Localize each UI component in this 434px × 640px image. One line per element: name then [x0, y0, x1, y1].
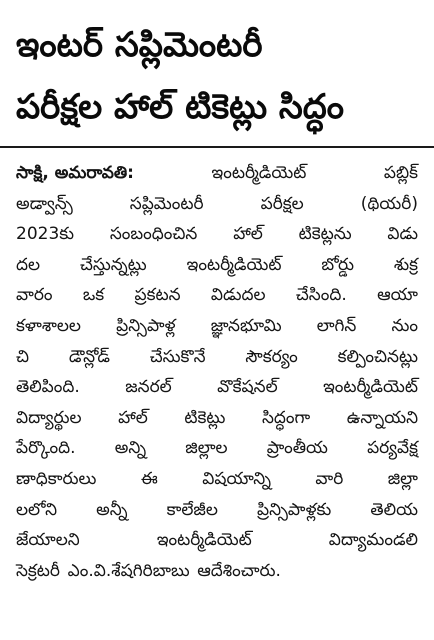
article-word: పర్యవేక్ష: [367, 438, 418, 459]
article-word: 2023కు: [16, 224, 75, 245]
article-word: బోర్డు: [321, 254, 354, 275]
article-word: ఇంటర్మీడియెట్: [186, 254, 282, 275]
article-word: (థియరీ): [360, 193, 418, 214]
article-line: [16, 311, 418, 342]
article-word: ప్రకటన: [134, 285, 181, 306]
article-word: ఆదేశించారు.: [197, 560, 281, 581]
article-word: హాల్: [118, 407, 148, 428]
article-word: జనరల్: [125, 377, 172, 398]
article-word: టికెట్లను: [298, 224, 352, 245]
article-word: కళాశాలల: [16, 315, 81, 336]
article-line: [16, 280, 418, 311]
article-line: [16, 433, 418, 464]
article-word: సంబంధించిన: [109, 224, 198, 245]
article-word: టికెట్లు: [184, 407, 226, 428]
article-word: కాలేజీల: [166, 499, 218, 520]
article-word: శుక్ర: [393, 254, 418, 275]
article-line: [16, 250, 418, 281]
article-word: ఇంటర్మీడియెట్: [156, 530, 252, 551]
article-word: ఈ: [140, 468, 158, 489]
article-word: తెలియ: [370, 499, 418, 520]
article-word: వారి: [315, 468, 344, 489]
article-word: ణాధికారులు: [16, 468, 97, 489]
article-word: ప్రిన్సిపాళ్ల: [116, 315, 176, 336]
article-line: [16, 158, 418, 189]
article-word: జిల్లాల: [185, 438, 228, 459]
article-word: పబ్లిక్: [383, 163, 418, 183]
article-word: లాగిన్: [316, 315, 357, 336]
article-word: ఎం.వి.శేషగిరిబాబు: [67, 560, 190, 581]
article-word: చేస్తున్నట్లు: [79, 254, 147, 275]
article-word: కల్పించినట్లు: [337, 346, 418, 367]
article-word: పేర్కొంది.: [16, 438, 76, 459]
article-word: సప్లిమెంటరీ: [129, 193, 204, 214]
dateline: సాక్షి, అమరావతి:: [16, 163, 134, 183]
article-word: వొకేషనల్: [217, 377, 278, 398]
article-line: [16, 189, 418, 220]
article-word: పరీక్షల: [260, 193, 304, 214]
article-word: చేసింది.: [295, 285, 347, 306]
article-word: చేసుకొనే: [149, 346, 206, 367]
article-word: జేయాలని: [16, 530, 80, 551]
article-word: చి: [16, 346, 30, 367]
article-word: డౌన్లోడ్: [68, 346, 110, 367]
article-word: లలోని: [16, 499, 58, 520]
article-line: [16, 556, 418, 587]
article-line: [16, 495, 418, 526]
article-word: ప్రాంతీయ: [266, 438, 328, 459]
article-word: విషయాన్ని: [202, 468, 271, 489]
headline: [16, 14, 418, 138]
article-body: [16, 158, 418, 586]
article-word: విద్యామండలి: [328, 530, 418, 551]
article-word: ప్రిన్సిపాళ్లకు: [257, 499, 332, 520]
article-word: జ్ఞానభూమి: [210, 315, 282, 336]
article-word: జిల్లా: [387, 468, 418, 489]
article-word: సెక్రటరీ: [16, 560, 61, 581]
article-word: సౌకర్యం: [245, 346, 298, 367]
article-word: ఆయా: [377, 285, 418, 306]
article-word: దల: [16, 254, 41, 275]
article-word: విద్యార్థుల: [16, 407, 82, 428]
article-word: వారం: [16, 285, 53, 306]
headline-divider: [0, 146, 434, 148]
article-line: [16, 525, 418, 556]
article-word: ఉన్నాయని: [346, 407, 418, 428]
article-word: ఇంటర్మీడియెట్: [323, 377, 418, 398]
article-word: తెలిపింది.: [16, 377, 80, 398]
article-word: సిద్ధంగా: [261, 407, 311, 428]
article-word: హాల్: [233, 224, 263, 245]
article-word: ఇంటర్మీడియెట్: [211, 163, 307, 183]
article-word: విడుదల: [210, 285, 266, 306]
article-word: అడ్వాన్స్: [16, 193, 73, 214]
article-line: [16, 403, 418, 434]
article-word: అన్ని: [114, 438, 147, 459]
article-word: ఒక: [82, 285, 105, 306]
article-word: అన్నీ: [96, 499, 128, 520]
headline-line-2: పరీక్షల హాల్ టికెట్లు సిద్ధం: [16, 87, 345, 127]
article-word: విడు: [387, 224, 418, 245]
article-word: నుం: [391, 315, 418, 336]
article-line: [16, 219, 418, 250]
article-line: [16, 464, 418, 495]
article-line: [16, 342, 418, 373]
article-line: [16, 372, 418, 403]
headline-line-1: ఇంటర్ సప్లిమెంటరీ: [16, 25, 263, 65]
